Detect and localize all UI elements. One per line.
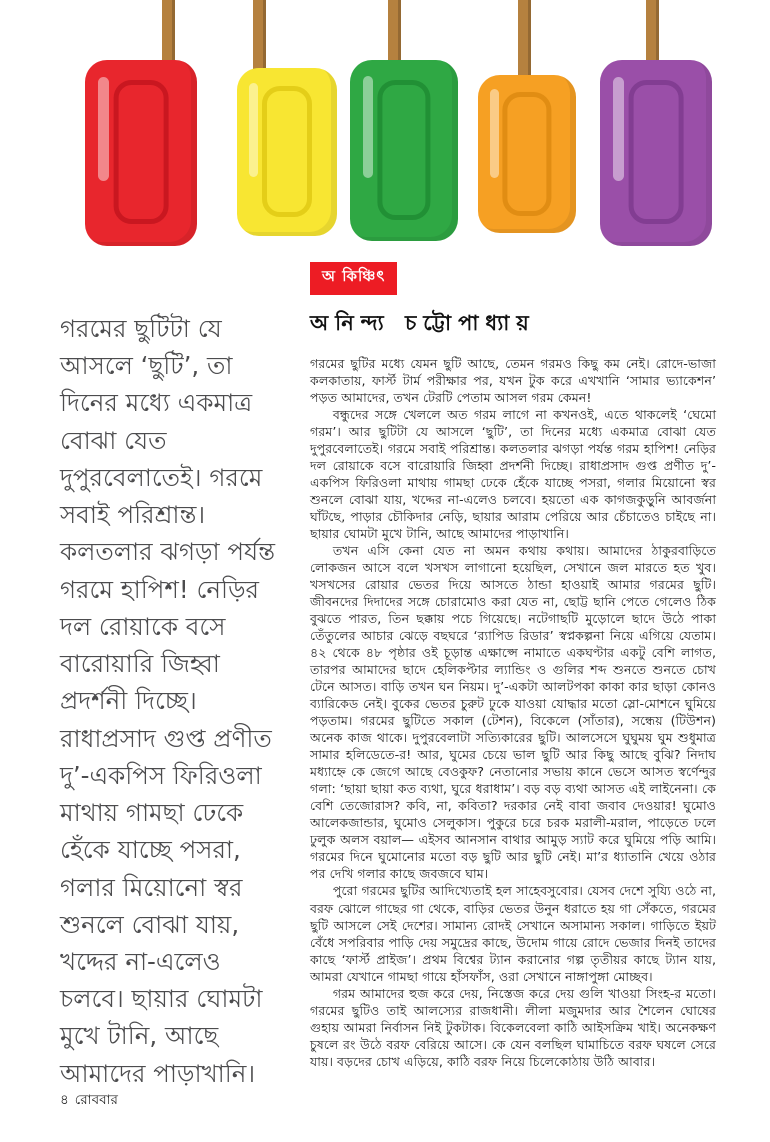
- article-paragraph: গরমের ছুটির মধ্যে যেমন ছুটি আছে, তেমন গরমও কিছু কম নেই। রোদে-ভাজা কলকাতায়, ফার্স্ট টার্ম পরীক্ষার পর, যখন টুক করে এখখানি ‘সামার ভ্যাকেশন’ পড়ত আমাদের, তখন টেরটি পেতাম আসল গরম কেমন!: [310, 356, 716, 406]
- popsicle-highlight: [249, 83, 258, 177]
- article-paragraph: গরম আমাদের হুজ করে দেয়, নিস্তেজ করে দেয় গুলি খাওয়া সিংহ-র মতো। গরমের ছুটিও তাই আলস্যের রাজধানী। লীলা মজুমদার আর শৈলেন ঘোষের গুহায় আমরা নির্বাসন নিই টুকটাক। বিকেলবেলা কাঠি আইসক্রিম খাই। অনেকক্ষণ চুষলে রং উঠে বরফ বেরিয়ে আসে। কে যেন বলছিল ঘামাচিতে বরফ ঘষলে সেরে যায়। বড়দের চোখ এড়িয়ে, কাঠি বরফ নিয়ে চিলেকোঠায় উঠি আবার।: [310, 985, 716, 1069]
- body-column: [310, 262, 716, 1092]
- popsicle-groove: [377, 80, 430, 220]
- article-body: [310, 355, 716, 1070]
- author-byline: অনিন্দ্য চট্টোপাধ্যায়: [310, 311, 536, 335]
- pull-quote: গরমের ছুটিটা যে আসলে ‘ছুটি’, তা দিনের মধ্যে একমাত্র বোঝা যেত দুপুরবেলাতেই। গরমে সবাই পরিশ্রান্ত। কলতলার ঝগড়া পর্যন্ত গরমে হাপিশ! নেড়ির দল রোয়াকে বসে বারোয়ারি জিহ্বা প্রদর্শনী দিচ্ছে। রাধাপ্রসাদ গুপ্ত প্রণীত দু’-একপিস ফিরিওলা মাথায় গামছা ঢেকে হেঁকে যাচ্ছে পসরা, গলার মিয়োনো স্বর শুনলে বোঝা যায়, খদ্দের না-এলেও চলবে। ছায়ার ঘোমটা মুখে টানি, আছে আমাদের পাড়াখানি।: [60, 314, 276, 1088]
- popsicle-groove: [629, 80, 684, 224]
- popsicle-stick: [253, 0, 266, 78]
- article-content: [60, 262, 716, 1092]
- page-number: ৪: [60, 1092, 69, 1108]
- article-paragraph: বন্ধুদের সঙ্গে খেললে অত গরম লাগে না কখনওই, এতে থাকলেই ‘ঘেমো গরম’। আর ছুটিটা যে আসলে ‘ছুটি’, তা দিনের মধ্যে একমাত্র বোঝা যেত দুপুরবেলাতেই। গরমে সবাই পরিশ্রান্ত। কলতলার ঝগড়া পর্যন্ত গরম হাপিশ! নেড়ির দল রোয়াকে বসে বারোয়ারি জিহ্বা প্রদর্শনী দিচ্ছে। রাধাপ্রসাদ গুপ্ত প্রণীত দু’-একপিস ফিরিওলা মাথায় গামছা ঢেকে হেঁকে যাচ্ছে পসরা, গলার মিয়োনো স্বর শুনলে বোঝা যায়, খদ্দের না-এলেও চলবে। হয়তো এক কাগজকুড়ুনি আবর্জনা ঘাঁটছে, পাড়ার চৌকিদার নেড়ি, ছায়ার আরাম পেরিয়ে আর চেঁচাতেও চাইছে না। ছায়ার ঘোমটা মুখে টানি, আছে আমাদের পাড়াখানি।: [310, 407, 716, 542]
- article-paragraph: তখন এসি কেনা যেত না অমন কথায় কথায়। আমাদের ঠাকুরবাড়িতে লোকজন আসে বলে খসখস লাগানো হয়েছিল, সেখানে জল মারতে হত খুব। খসখসের রোয়ার ভেতর দিয়ে আসতে ঠান্ডা হাওয়াই আমার গরমের ছুটি। জীবনদের দিদাদের সঙ্গে চোরামোও করা যেত না, ছোট্ট ছানি পেতে গেলেও ঠিক বুঝতে পারত, তিন ছক্কায় পচে গিয়েছে। নটেগাছটি মুড়োলে ছাদে উঠে পাকা তেঁতুলের আচার ঝেড়ে বছঘরে ‘র‍্যাপিড রিডার’ স্বপ্নকল্পনা নিয়ে এগিয়ে যেতাম। ৪২ থেকে ৪৮ পৃষ্ঠার ওই চূড়ান্ত এক্ষাপ্সে নামাতে একঘণ্টার একটু বেশি লাগত, তারপর আমাদের ছাদে হেলিকপ্টার ল্যান্ডিং ও গুলির শব্দ শুনতে শুনতে চোখ টেনে আসত। বাড়ি তখন ঘন নিয়ম। দু’-একটা আলটপকা কাকা কার ছাড়া কোনও ব্যারিকেড নেই। বুকের ভেতর চুরুট ঢুকে যাওয়া যোদ্ধার মতো স্লো-মোশনে ঘুমিয়ে পড়তাম। গরমের ছুটিতে সকাল (টেশন), বিকেলে (সাঁতার), সন্ধেয় (টিউশন) অনেক কাজ থাকে। দুপুরবেলাটা সত্যিকারের ছুটি। আলসেসে ঘুঘুময় ঘুম শুধুমাত্র সামার হলিডেতে-র! আর, ঘুমের চেয়ে ভাল ছুটি আর কিছু আছে বুঝি? নিদাঘ মধ্যাহ্নে কে জেগে আছে বেওকুফ? নেতানোর সভায় কানে ভেসে আসত স্বর্ণেন্দুর গলা: ‘ছায়া ছায়া কত ব্যথা, ঘুরে ধরাধাম’। বড় বড় ব্যথা আসত এই লাইনেনা। কে বেশি তেজোরাস? কবি, না, কবিতা? দরকার নেই বাবা জবাব দেওয়ার! ঘুমোও আলেকজান্ডার, ঘুমোও সেলুকাস। পুকুরে চরে চরক মরালী-মরাল, পাড়েতে ঢলে ঢুলুক অলস বয়াল— এইসব আনসান বাথার আমুড় স্যাট করে ঘুমিয়ে পড়ি আমি। গরমের দিনে ঘুমোনোর মতো বড় ছুটি আর ছুটি নেই। মা’র ধ্যাতানি খেয়ে ওঠার পর দেখি গলার কাছে জবজবে ঘাম।: [310, 543, 716, 882]
- popsicle-body: [350, 60, 458, 241]
- popsicle-body: [600, 60, 712, 246]
- popsicle-groove: [114, 80, 169, 224]
- popsicle-stick: [518, 0, 531, 84]
- article-paragraph: পুরো গরমের ছুটির আদিখ্যেতাই হল সাহেবসুবোর। যেসব দেশে সুয্যি ওঠে না, বরফ ঝোলে গাছের গা থেকে, বাড়ির ভেতর উনুন ধরাতে হয় গা সেঁকতে, গরমের ছুটি আসলে সেই দেশের। সামান্য রোদই সেখানে অসামান্য সকাল। গাড়িতে ইয়ট বেঁধে সপরিবার পাড়ি দেয় সমুদ্রের কাছে, উদোম গায়ে রোদে ভেজার দিনই তাদের কাছে ‘ফার্স্ট প্রাইজ’। প্রথম বিশ্বের ট্যান করানোর গল্প তৃতীয়র কাছে ট্যান যায়, আমরা যেখানে গামছা গায়ে হাঁসফাঁস, ওরা সেখানে নাঙ্গাপুঙ্গা মোচ্ছব।: [310, 883, 716, 984]
- popsicle-highlight: [98, 77, 108, 181]
- popsicle-body: [478, 75, 576, 233]
- pullquote-column: [60, 262, 290, 1092]
- popsicle-highlight: [363, 76, 373, 177]
- popsicle-groove: [502, 92, 551, 216]
- page-footer: [60, 1089, 118, 1112]
- popsicle-highlight: [490, 89, 499, 177]
- popsicle-row: [0, 0, 770, 252]
- popsicle-groove: [262, 86, 312, 217]
- popsicle-highlight: [613, 77, 623, 181]
- popsicle-body: [237, 68, 337, 236]
- magazine-name: রোববার: [74, 1092, 118, 1108]
- section-badge: অ কিঞ্চিৎ: [310, 262, 397, 295]
- popsicle-body: [85, 60, 197, 246]
